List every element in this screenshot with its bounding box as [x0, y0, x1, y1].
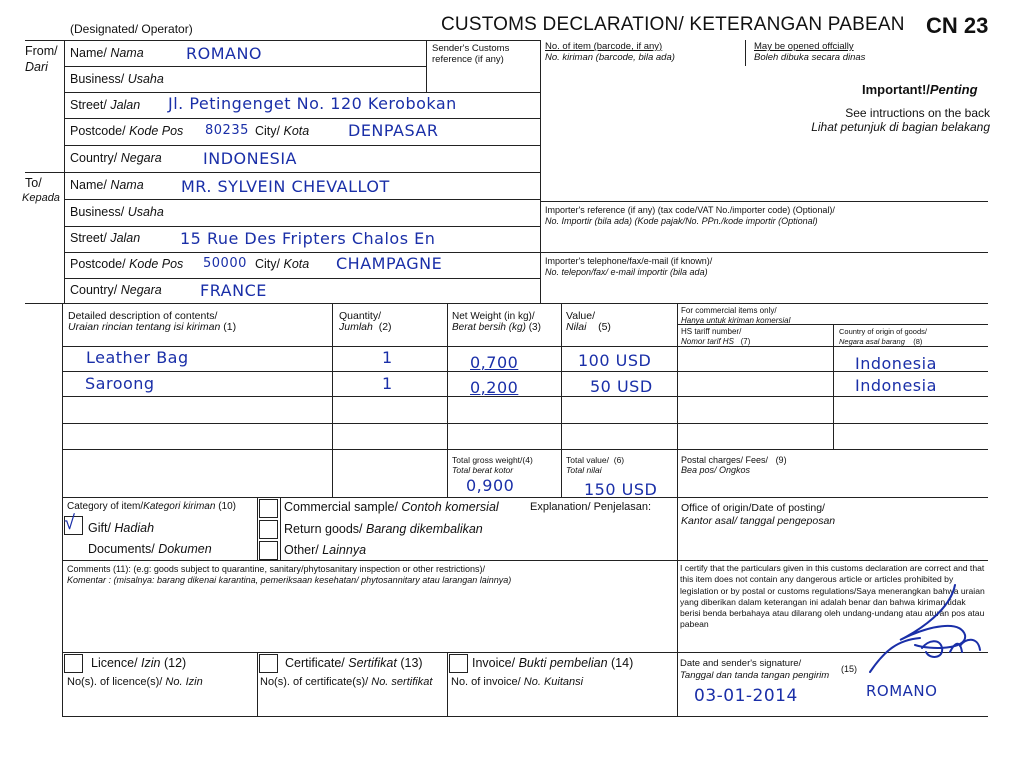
documents-label: Documents/ Dokumen	[88, 542, 212, 556]
form-title: CUSTOMS DECLARATION/ KETERANGAN PABEAN	[441, 14, 905, 35]
from-name-label: Name/	[70, 46, 107, 60]
to-business-field[interactable]	[70, 205, 164, 219]
from-name-field[interactable]	[70, 46, 144, 60]
to-postcode-label-id: Kode Pos	[129, 257, 184, 271]
column-description-header: Detailed description of contents/ Uraian rincian tentang isi kiriman (1)	[68, 310, 237, 333]
gift-label: Gift/ Hadiah	[88, 521, 155, 535]
certificate-checkbox[interactable]	[259, 654, 278, 673]
from-city-value: DENPASAR	[348, 121, 439, 140]
signature-label: Date and sender's signature/ Tanggal dan tanda tangan pengirim	[680, 658, 830, 681]
from-city-field[interactable]	[255, 124, 309, 138]
from-postcode-value: 80235	[205, 123, 249, 138]
column-value-header: Value/ Nilai (5)	[566, 310, 611, 333]
item-number-label: No. of item (barcode, if any) No. kiriman (barcode, bila ada)	[545, 41, 675, 63]
sender-customs-ref-label: Sender's Customs reference (if any)	[432, 43, 510, 65]
total-value-value: 150 USD	[584, 480, 658, 499]
to-country-value: FRANCE	[200, 281, 267, 300]
licence-number-label: No(s). of licence(s)/ No. Izin	[67, 676, 203, 688]
from-country-value: INDONESIA	[203, 149, 297, 168]
to-street-label: Street/	[70, 231, 107, 245]
from-postcode-label: Postcode/	[70, 124, 126, 138]
signature-name: ROMANO	[866, 682, 938, 700]
to-country-label-id: Negara	[120, 283, 162, 297]
from-business-label: Business/	[70, 72, 125, 86]
to-name-label: Name/	[70, 178, 107, 192]
from-street-label: Street/	[70, 98, 107, 112]
certification-text: I certify that the particulars given in this customs declaration are correct and that this item does not contain any dangerous article or articles prohibited by legislation or by postal or customs regulations/Saya menerangkan bahwa uraian yang diberikan dalam keterangan ini adalah benar dan bahwa kiriman tidak berisi benda berbahaya atau dilarang oleh undang-undang atau aturan pos atau pabean	[680, 563, 985, 630]
from-city-label: City/	[255, 124, 280, 138]
item-2-value: 50 USD	[590, 377, 653, 396]
item-1-description: Leather Bag	[86, 348, 189, 367]
from-country-label: Country/	[70, 151, 118, 165]
to-label-id: Kepada	[22, 192, 60, 204]
handwritten-signature-icon	[860, 580, 990, 680]
designated-operator-label: (Designated/ Operator)	[70, 22, 193, 36]
from-street-label-id: Jalan	[110, 98, 141, 112]
total-gross-weight-value: 0,900	[466, 476, 515, 495]
column-hs-tariff-header: HS tariff number/ Nomor tarif HS (7)	[681, 327, 751, 346]
to-street-label-id: Jalan	[110, 231, 141, 245]
column-weight-header: Net Weight (in kg)/ Berat bersih (kg) (3)	[452, 311, 541, 333]
important-note: See intructions on the back Lihat petunjuk di bagian belakang	[811, 106, 990, 134]
explanation-label: Explanation/ Penjelasan:	[530, 501, 652, 513]
from-street-value: Jl. Petingenget No. 120 Kerobokan	[168, 94, 457, 113]
from-city-label-id: Kota	[283, 124, 310, 138]
from-street-field[interactable]	[70, 98, 140, 112]
from-label-id: Dari	[25, 60, 48, 74]
to-postcode-value: 50000	[203, 256, 247, 271]
certificate-number-label: No(s). of certificate(s)/ No. sertifikat	[260, 676, 433, 688]
gift-check-mark: √	[64, 512, 75, 534]
commercial-sample-checkbox[interactable]	[259, 499, 278, 518]
item-2-description: Saroong	[85, 374, 155, 393]
invoice-number-label: No. of invoice/ No. Kuitansi	[451, 676, 584, 688]
column-commercial-header: For commercial items only/ Hanya untuk kiriman komersial	[681, 306, 791, 325]
important-title: Important!/Penting	[862, 82, 978, 97]
from-business-label-id: Usaha	[127, 72, 164, 86]
certificate-label: Certificate/ Sertifikat (13)	[285, 656, 423, 670]
to-country-label: Country/	[70, 283, 118, 297]
other-checkbox[interactable]	[259, 541, 278, 560]
to-name-label-id: Nama	[110, 178, 144, 192]
return-goods-label: Return goods/ Barang dikembalikan	[284, 522, 483, 536]
from-name-label-id: Nama	[110, 46, 144, 60]
return-goods-checkbox[interactable]	[259, 520, 278, 539]
to-postcode-label: Postcode/	[70, 257, 126, 271]
to-street-field[interactable]	[70, 231, 140, 245]
from-postcode-field[interactable]	[70, 124, 183, 138]
total-gross-weight-label: Total gross weight/(4) Total berat kotor	[452, 455, 533, 475]
to-label: To/	[25, 176, 42, 190]
from-name-value: ROMANO	[186, 44, 263, 63]
importer-reference-label: Importer's reference (if any) (tax code/VAT No./importer code) (Optional)/ No. Importir (bila ada) (Kode pajak/No. PPn./kode importir (Optional)	[545, 205, 835, 226]
to-city-value: CHAMPAGNE	[336, 254, 443, 273]
item-1-quantity: 1	[382, 348, 393, 367]
from-postcode-label-id: Kode Pos	[129, 124, 184, 138]
other-label: Other/ Lainnya	[284, 543, 367, 557]
office-of-origin-label: Office of origin/Date of posting/ Kantor asal/ tanggal pengeposan	[681, 502, 836, 527]
item-2-weight: 0,200	[470, 378, 519, 397]
item-1-value: 100 USD	[578, 351, 652, 370]
to-name-field[interactable]	[70, 178, 144, 192]
comments-label: Comments (11): (e.g: goods subject to quarantine, sanitary/phytosanitary inspection or other restrictions)/ Komentar : (misalnya: barang dikenai karantina, pemeriksaan kesehatan/ phytosannitary atau larangan lainnya)	[67, 564, 512, 585]
total-value-label: Total value/ (6) Total nilai	[566, 455, 625, 475]
from-business-field[interactable]	[70, 72, 164, 86]
to-street-value: 15 Rue Des Fripters Chalos En	[180, 229, 436, 248]
commercial-sample-label: Commercial sample/ Contoh komersial	[284, 500, 499, 514]
to-name-value: MR. SYLVEIN CHEVALLOT	[181, 177, 390, 196]
postal-charges-label: Postal charges/ Fees/ (9) Bea pos/ Ongkos	[681, 455, 787, 475]
to-city-label-id: Kota	[283, 257, 310, 271]
from-country-field[interactable]	[70, 151, 162, 165]
column-origin-header: Country of origin of goods/ Negara asal barang (8)	[839, 327, 927, 346]
to-business-label: Business/	[70, 205, 125, 219]
column-quantity-header: Quantity/ Jumlah (2)	[339, 310, 392, 333]
licence-label: Licence/ Izin (12)	[91, 656, 187, 670]
item-2-quantity: 1	[382, 374, 393, 393]
to-postcode-field[interactable]	[70, 257, 183, 271]
to-business-label-id: Usaha	[127, 205, 164, 219]
item-1-weight: 0,700	[470, 353, 519, 372]
to-city-label: City/	[255, 257, 280, 271]
form-code: CN 23	[926, 13, 989, 38]
signature-date: 03-01-2014	[694, 686, 798, 706]
invoice-checkbox[interactable]	[449, 654, 468, 673]
invoice-label: Invoice/ Bukti pembelian (14)	[472, 656, 634, 670]
item-1-origin: Indonesia	[855, 354, 937, 373]
to-city-field[interactable]	[255, 257, 309, 271]
from-country-label-id: Negara	[120, 151, 162, 165]
item-2-origin: Indonesia	[855, 376, 937, 395]
licence-checkbox[interactable]	[64, 654, 83, 673]
from-label: From/	[25, 44, 58, 58]
signature-number: (15)	[841, 664, 858, 674]
may-be-opened-label: May be opened offcially Boleh dibuka secara dinas	[754, 41, 866, 63]
importer-telephone-label: Importer's telephone/fax/e-mail (if known)/ No. telepon/fax/ e-mail importir (bila ada)	[545, 256, 713, 277]
to-country-field[interactable]	[70, 283, 162, 297]
category-label: Category of item/Kategori kiriman (10)	[67, 501, 236, 512]
